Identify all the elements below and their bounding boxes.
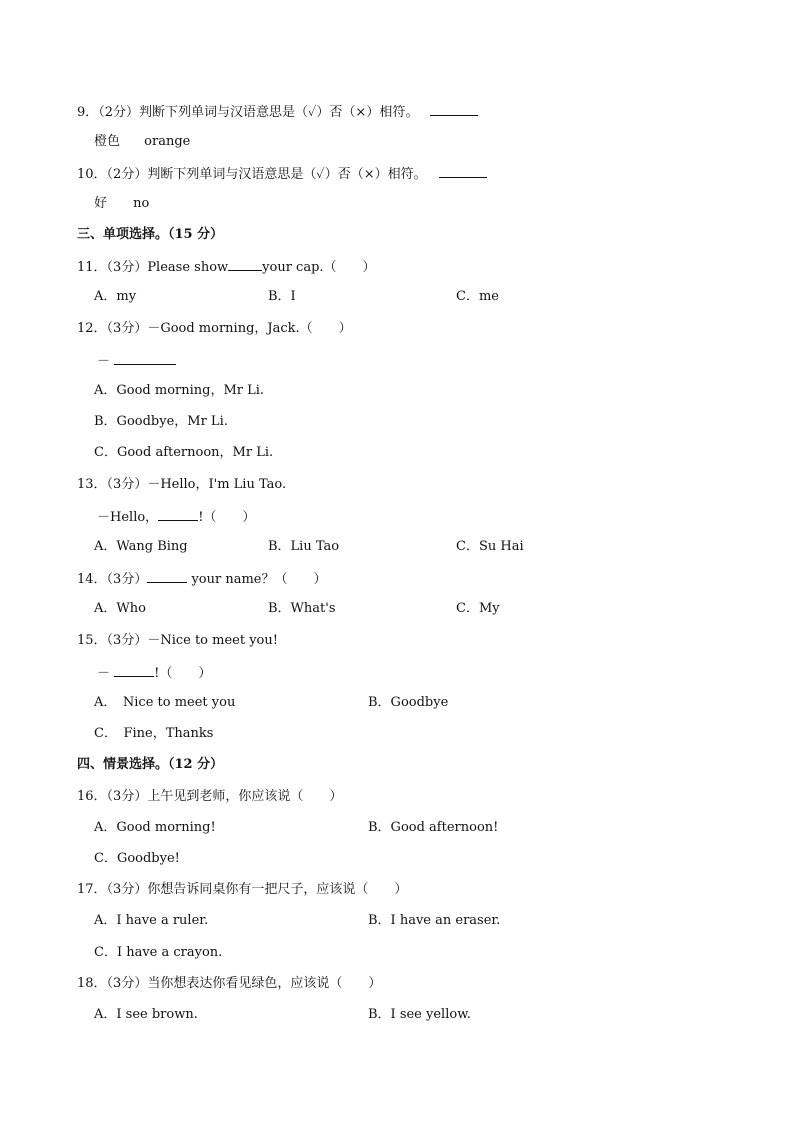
- question-13-response: [97, 508, 255, 526]
- question-10-chinese: 好: [94, 196, 108, 211]
- question-10-stem: [77, 165, 487, 183]
- question-14-text: your name？（ ）: [187, 572, 327, 587]
- question-9-text: 9．（2分）判断下列单词与汉语意思是（✓）否（×）相符。: [77, 105, 419, 120]
- question-10-pair: [94, 196, 149, 212]
- question-11-text-post: your cap.（ ）: [262, 260, 376, 275]
- question-9-pair: [94, 134, 190, 150]
- option-c[interactable]: C．Su Hai: [456, 539, 524, 554]
- answer-blank[interactable]: [439, 165, 487, 178]
- option-b[interactable]: B．Goodbye: [368, 695, 449, 710]
- answer-blank[interactable]: [114, 352, 176, 365]
- option-c[interactable]: C． Fine，Thanks: [94, 726, 214, 741]
- option-a[interactable]: A．Good morning!: [94, 820, 216, 835]
- option-c[interactable]: C．My: [456, 601, 500, 616]
- answer-blank[interactable]: [228, 258, 262, 271]
- option-b[interactable]: B．Liu Tao: [268, 539, 340, 554]
- option-b[interactable]: B．Goodbye，Mr Li.: [94, 414, 228, 429]
- question-13-stem: 13．（3分）－Hello，I'm Liu Tao.: [77, 477, 287, 492]
- question-10-english: no: [133, 196, 150, 211]
- question-16-stem: 16．（3分）上午见到老师，你应该说（ ）: [77, 789, 343, 804]
- option-a[interactable]: A．my: [94, 289, 137, 304]
- response-paren: !（ ）: [154, 666, 212, 681]
- question-9-chinese: 橙色: [94, 134, 121, 149]
- dash: －: [97, 354, 111, 369]
- option-a[interactable]: A．Good morning，Mr Li.: [94, 383, 265, 398]
- answer-blank[interactable]: [158, 508, 198, 521]
- option-a[interactable]: A．I have a ruler.: [94, 913, 209, 928]
- question-11-stem: [77, 258, 376, 276]
- question-15-stem: 15．（3分）－Nice to meet you!: [77, 633, 278, 648]
- option-b[interactable]: B．Good afternoon!: [368, 820, 499, 835]
- option-a[interactable]: A．Wang Bing: [94, 539, 188, 554]
- question-9-english: orange: [144, 134, 191, 149]
- option-c[interactable]: C．Goodbye!: [94, 851, 180, 866]
- response-paren: !（ ）: [198, 510, 256, 525]
- question-10-text: 10．（2分）判断下列单词与汉语意思是（✓）否（×）相符。: [77, 167, 427, 182]
- option-a[interactable]: A．I see brown.: [94, 1007, 198, 1022]
- question-14-stem: [77, 570, 327, 588]
- question-11-text-pre: 11．（3分）Please show: [77, 260, 229, 275]
- section-4-heading: 四、情景选择。（12 分）: [77, 757, 224, 772]
- option-c[interactable]: C．Good afternoon，Mr Li.: [94, 445, 274, 460]
- option-c[interactable]: C．me: [456, 289, 499, 304]
- option-b[interactable]: B．I see yellow.: [368, 1007, 471, 1022]
- option-a[interactable]: A． Nice to meet you: [94, 695, 236, 710]
- question-18-stem: 18．（3分）当你想表达你看见绿色，应该说（ ）: [77, 976, 382, 991]
- question-12-response: [97, 352, 176, 370]
- section-3-heading: 三、单项选择。（15 分）: [77, 227, 224, 242]
- answer-blank[interactable]: [430, 103, 478, 116]
- question-14-number: 14．（3分）: [77, 572, 148, 587]
- option-b[interactable]: B．I: [268, 289, 296, 304]
- option-b[interactable]: B．What's: [268, 601, 336, 616]
- option-c[interactable]: C．I have a crayon.: [94, 945, 223, 960]
- option-b[interactable]: B．I have an eraser.: [368, 913, 501, 928]
- question-12-stem: 12．（3分）－Good morning，Jack.（ ）: [77, 321, 352, 336]
- response-text: －Hello，: [97, 510, 159, 525]
- option-a[interactable]: A．Who: [94, 601, 146, 616]
- question-15-response: [97, 664, 211, 682]
- answer-blank[interactable]: [114, 664, 154, 677]
- answer-blank[interactable]: [147, 570, 187, 583]
- question-9-stem: [77, 103, 478, 121]
- question-17-stem: 17．（3分）你想告诉同桌你有一把尺子，应该说（ ）: [77, 882, 408, 897]
- dash: －: [97, 666, 111, 681]
